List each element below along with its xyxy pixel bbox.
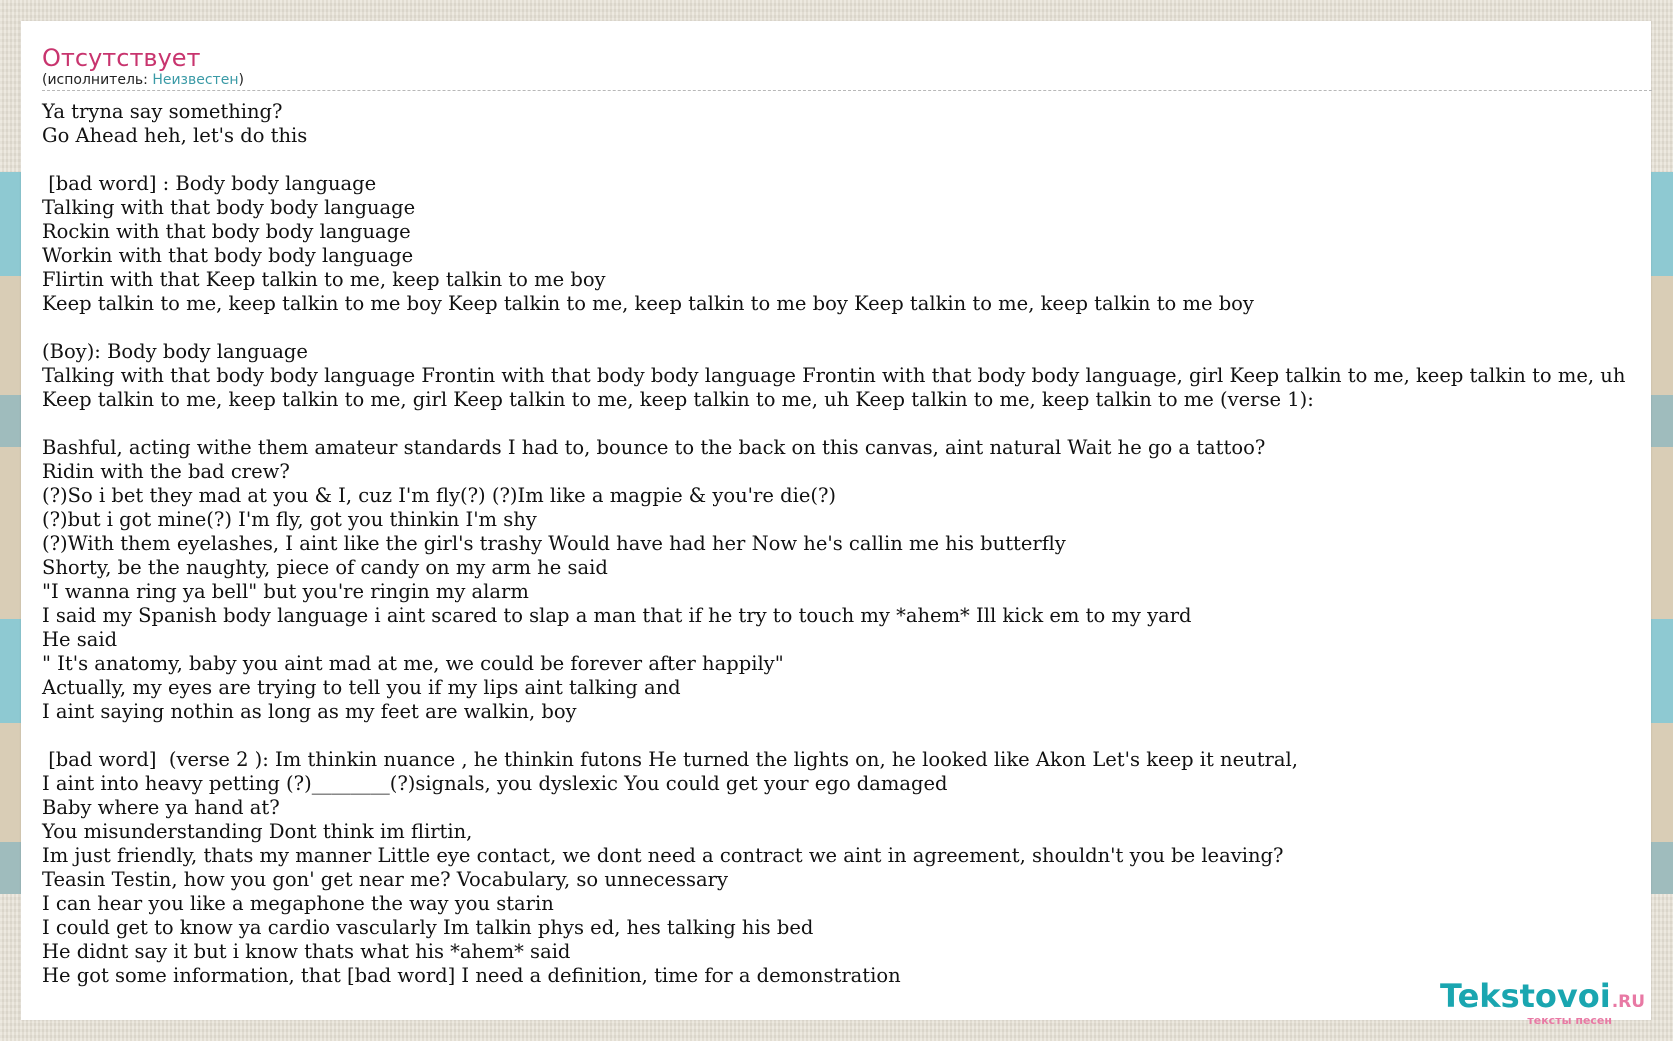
lyric-line: Im just friendly, thats my manner Little eye contact, we dont need a contract we aint in agreement, shouldn't you be leaving?: [42, 844, 1284, 867]
lyric-line: (?)but i got mine(?) I'm fly, got you thinkin I'm shy: [42, 508, 537, 531]
lyric-line: (?)With them eyelashes, I aint like the girl's trashy Would have had her Now he's callin me his butterfly: [42, 532, 1066, 555]
lyric-line: (Boy): Body body language: [42, 340, 308, 363]
song-title: Отсутствует: [42, 44, 201, 72]
lyric-line: [bad word] (verse 2 ): Im thinkin nuance , he thinkin futons He turned the lights on, he looked like Akon Let's keep it neutral,: [42, 748, 1298, 771]
lyric-blank-line: [42, 148, 1662, 172]
lyric-line: He got some information, that [bad word] I need a definition, time for a demonstration: [42, 964, 901, 987]
lyric-line: I could get to know ya cardio vascularly Im talkin phys ed, hes talking his bed: [42, 916, 814, 939]
logo-tagline: тексты песен: [1527, 1014, 1612, 1027]
lyrics-body: [42, 100, 1662, 988]
lyric-blank-line: [42, 316, 1662, 340]
lyric-line: Teasin Testin, how you gon' get near me? Vocabulary, so unnecessary: [42, 868, 728, 891]
lyric-line: "I wanna ring ya bell" but you're ringin my alarm: [42, 580, 529, 603]
title-divider: [42, 90, 1652, 91]
lyric-line: Shorty, be the naughty, piece of candy on my arm he said: [42, 556, 608, 579]
lyric-line: Actually, my eyes are trying to tell you if my lips aint talking and: [42, 676, 681, 699]
lyric-line: Keep talkin to me, keep talkin to me boy Keep talkin to me, keep talkin to me boy Keep talkin to me, keep talkin to me boy: [42, 292, 1254, 315]
logo-tld: .RU: [1611, 992, 1646, 1012]
lyric-line: You misunderstanding Dont think im flirtin,: [42, 820, 473, 843]
lyric-line: I aint saying nothin as long as my feet are walkin, boy: [42, 700, 577, 723]
lyric-line: I said my Spanish body language i aint scared to slap a man that if he try to touch my *ahem* Ill kick em to my yard: [42, 604, 1192, 627]
lyric-line: Rockin with that body body language: [42, 220, 411, 243]
lyric-line: Bashful, acting withe them amateur standards I had to, bounce to the back on this canvas, aint natural Wait he go a tattoo?: [42, 436, 1266, 459]
lyric-line: [bad word] : Body body language: [42, 172, 377, 195]
lyric-line: Talking with that body body language Frontin with that body body language Frontin with that body body language, girl Keep talkin to me, keep talkin to me, uh: [42, 364, 1626, 387]
lyric-line: I can hear you like a megaphone the way you starin: [42, 892, 554, 915]
artist-link[interactable]: Неизвестен: [152, 72, 239, 88]
lyric-line: " It's anatomy, baby you aint mad at me, we could be forever after happily": [42, 652, 784, 675]
lyrics-card: [21, 21, 1651, 1027]
artist-line: [42, 70, 244, 90]
site-logo[interactable]: [1440, 976, 1646, 1036]
lyric-line: Talking with that body body language: [42, 196, 416, 219]
logo-name: Tekstovoi: [1440, 977, 1611, 1015]
lyric-line: Ridin with the bad crew?: [42, 460, 290, 483]
lyric-line: Ya tryna say something?: [42, 100, 283, 123]
lyric-line: (?)So i bet they mad at you & I, cuz I'm fly(?) (?)Im like a magpie & you're die(?): [42, 484, 837, 507]
lyric-line: Keep talkin to me, keep talkin to me, girl Keep talkin to me, keep talkin to me, uh Keep talkin to me, keep talkin to me (verse 1):: [42, 388, 1314, 411]
artist-prefix: (исполнитель:: [42, 72, 153, 88]
lyric-line: I aint into heavy petting (?)________(?)signals, you dyslexic You could get your ego damaged: [42, 772, 948, 795]
lyric-blank-line: [42, 724, 1662, 748]
lyric-line: He didnt say it but i know thats what his *ahem* said: [42, 940, 571, 963]
lyric-line: Flirtin with that Keep talkin to me, keep talkin to me boy: [42, 268, 606, 291]
lyric-line: Go Ahead heh, let's do this: [42, 124, 308, 147]
lyric-line: He said: [42, 628, 118, 651]
lyric-line: Baby where ya hand at?: [42, 796, 280, 819]
artist-suffix: ): [238, 72, 244, 88]
lyric-blank-line: [42, 412, 1662, 436]
lyric-line: Workin with that body body language: [42, 244, 414, 267]
